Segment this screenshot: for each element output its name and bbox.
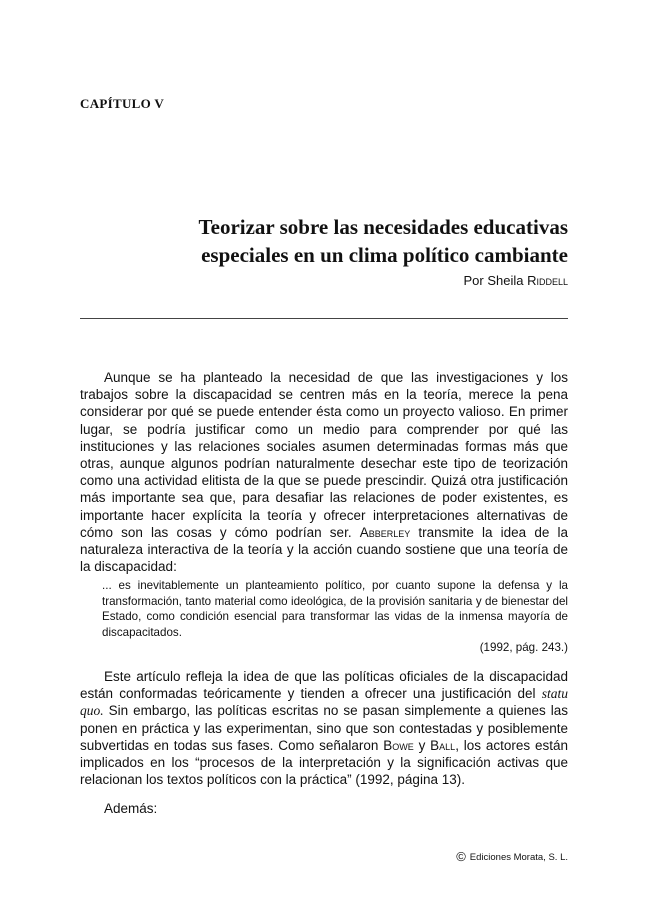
- title-line-2: especiales en un clima político cambiante: [201, 243, 568, 267]
- paragraph2-connector: y: [413, 737, 431, 753]
- paragraph2-text-middle: Sin embargo, las políticas escritas no se pasan simplemente a quienes las ponen en práctica y las experimentan, sino que son contestadas y posiblemente subvertidas en todas sus fases. Como señalaron: [80, 703, 568, 753]
- paragraph2-italic: statu quo.: [80, 686, 568, 719]
- chapter-heading: CAPÍTULO V: [80, 96, 165, 111]
- closing-line: Además:: [104, 801, 158, 816]
- article-title: [199, 213, 568, 269]
- paragraph2-author-2: Ball: [430, 737, 456, 753]
- byline-prefix: Por Sheila: [463, 273, 528, 288]
- quote-citation: (1992, pág. 243.): [479, 641, 568, 654]
- page-footer: [456, 849, 568, 864]
- paragraph1-text-after: transmite la idea de la naturaleza interactiva de la teoría y la acción cuando sostiene que una teoría de la discapacidad:: [80, 524, 568, 575]
- body-paragraph-1: [80, 369, 568, 575]
- paragraph1-text-before: Aunque se ha planteado la necesidad de que las investigaciones y los trabajos sobre la discapacidad se centren más en la teoría, merece la pena considerar por qué se puede entender ésta como un proyecto valioso. En primer lugar, se podría justificar como un medio para comprender por qué las instituciones y las relaciones sociales asumen determinadas formas más que otras, aunque algunos podrían naturalmente desechar este tipo de teorización como una actividad elitista de la que se puede prescindir. Quizá otra justificación más importante sea que, para desafiar las relaciones de poder existentes, es importante hacer explícita la teoría y ofrecer interpretaciones alternativas de cómo son las cosas y cómo podrían ser.: [80, 370, 568, 540]
- paragraph2-author-1: Bowe: [383, 737, 414, 753]
- paragraph2-text-before: Este artículo refleja la idea de que las políticas oficiales de la discapacidad están conformadas teóricamente y tienden a ofrecer una justificación del: [80, 669, 568, 702]
- body-paragraph-2: [80, 668, 568, 788]
- copyright-icon: ©: [456, 849, 466, 864]
- title-line-1: Teorizar sobre las necesidades educativas: [198, 215, 568, 239]
- publisher-name: Ediciones Morata, S. L.: [469, 852, 568, 863]
- paragraph1-author: Abberley: [359, 524, 411, 540]
- author-byline: [464, 273, 569, 288]
- quote-text: ... es inevitablemente un planteamiento político, por cuanto supone la defensa y la transformación, tanto material como ideológica, de la provisión sanitaria y de bienestar del Estado, como condición esencial para transformar las vidas de la inmensa mayoría de discapacitados.: [102, 579, 568, 639]
- block-quote: [102, 578, 568, 656]
- paragraph2-text-after: , los actores están implicados en los “procesos de la interpretación y la significación activas que relacionan los textos políticos con la práctica” (1992, página 13).: [80, 737, 568, 788]
- title-divider: [80, 318, 568, 319]
- byline-surname: Riddell: [527, 273, 568, 288]
